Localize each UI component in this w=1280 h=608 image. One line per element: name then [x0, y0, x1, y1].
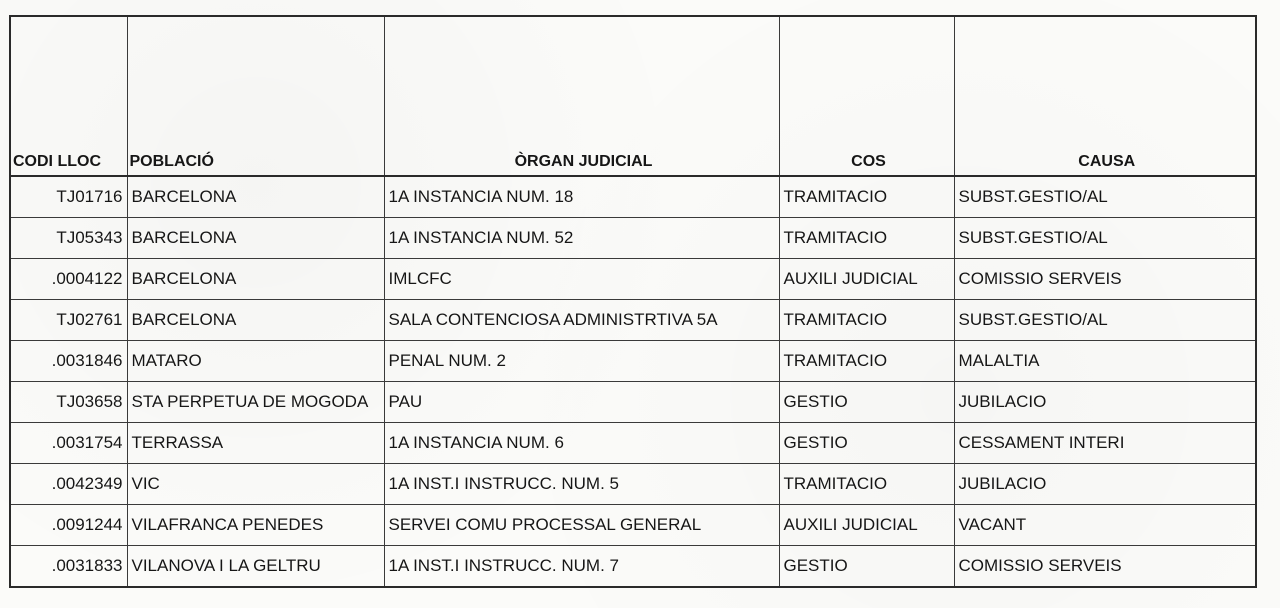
cell-causa: JUBILACIO [954, 464, 1256, 505]
cell-codi-lloc: TJ03658 [10, 382, 127, 423]
cell-causa: SUBST.GESTIO/AL [954, 300, 1256, 341]
cell-poblacio: TERRASSA [127, 423, 384, 464]
header-cos: COS [779, 16, 954, 176]
table-row [10, 464, 1256, 505]
vacancies-table [9, 15, 1257, 588]
cell-organ-judicial: SERVEI COMU PROCESSAL GENERAL [384, 505, 779, 546]
cell-organ-judicial: 1A INST.I INSTRUCC. NUM. 5 [384, 464, 779, 505]
cell-poblacio: MATARO [127, 341, 384, 382]
cell-causa: SUBST.GESTIO/AL [954, 176, 1256, 218]
cell-cos: TRAMITACIO [779, 300, 954, 341]
table-row [10, 176, 1256, 218]
table-row [10, 382, 1256, 423]
cell-organ-judicial: PAU [384, 382, 779, 423]
cell-organ-judicial: IMLCFC [384, 259, 779, 300]
cell-poblacio: VILAFRANCA PENEDES [127, 505, 384, 546]
cell-causa: COMISSIO SERVEIS [954, 546, 1256, 588]
cell-cos: TRAMITACIO [779, 218, 954, 259]
cell-cos: TRAMITACIO [779, 464, 954, 505]
cell-codi-lloc: .0031833 [10, 546, 127, 588]
cell-organ-judicial: 1A INST.I INSTRUCC. NUM. 7 [384, 546, 779, 588]
table-row [10, 218, 1256, 259]
cell-codi-lloc: TJ01716 [10, 176, 127, 218]
cell-poblacio: BARCELONA [127, 259, 384, 300]
cell-causa: CESSAMENT INTERI [954, 423, 1256, 464]
cell-causa: SUBST.GESTIO/AL [954, 218, 1256, 259]
cell-organ-judicial: SALA CONTENCIOSA ADMINISTRTIVA 5A [384, 300, 779, 341]
cell-organ-judicial: 1A INSTANCIA NUM. 52 [384, 218, 779, 259]
header-organ-judicial: ÒRGAN JUDICIAL [384, 16, 779, 176]
cell-cos: TRAMITACIO [779, 341, 954, 382]
cell-codi-lloc: .0031846 [10, 341, 127, 382]
cell-poblacio: VILANOVA I LA GELTRU [127, 546, 384, 588]
cell-poblacio: VIC [127, 464, 384, 505]
header-codi-lloc: CODI LLOC [10, 16, 127, 176]
header-row [10, 16, 1256, 176]
cell-codi-lloc: TJ02761 [10, 300, 127, 341]
table-row [10, 341, 1256, 382]
cell-poblacio: STA PERPETUA DE MOGODA [127, 382, 384, 423]
table-row [10, 546, 1256, 588]
cell-causa: JUBILACIO [954, 382, 1256, 423]
cell-cos: GESTIO [779, 423, 954, 464]
header-poblacio: POBLACIÓ [127, 16, 384, 176]
table-body [10, 176, 1256, 587]
cell-codi-lloc: .0031754 [10, 423, 127, 464]
cell-poblacio: BARCELONA [127, 218, 384, 259]
cell-causa: COMISSIO SERVEIS [954, 259, 1256, 300]
table-header [10, 16, 1256, 176]
cell-cos: TRAMITACIO [779, 176, 954, 218]
cell-codi-lloc: .0091244 [10, 505, 127, 546]
cell-cos: GESTIO [779, 546, 954, 588]
header-causa: CAUSA [954, 16, 1256, 176]
cell-organ-judicial: PENAL NUM. 2 [384, 341, 779, 382]
cell-causa: VACANT [954, 505, 1256, 546]
cell-poblacio: BARCELONA [127, 176, 384, 218]
table-row [10, 505, 1256, 546]
cell-cos: AUXILI JUDICIAL [779, 505, 954, 546]
cell-codi-lloc: .0004122 [10, 259, 127, 300]
cell-cos: GESTIO [779, 382, 954, 423]
cell-organ-judicial: 1A INSTANCIA NUM. 6 [384, 423, 779, 464]
cell-codi-lloc: TJ05343 [10, 218, 127, 259]
table-row [10, 259, 1256, 300]
cell-poblacio: BARCELONA [127, 300, 384, 341]
cell-organ-judicial: 1A INSTANCIA NUM. 18 [384, 176, 779, 218]
cell-causa: MALALTIA [954, 341, 1256, 382]
cell-cos: AUXILI JUDICIAL [779, 259, 954, 300]
table-row [10, 300, 1256, 341]
table-row [10, 423, 1256, 464]
cell-codi-lloc: .0042349 [10, 464, 127, 505]
